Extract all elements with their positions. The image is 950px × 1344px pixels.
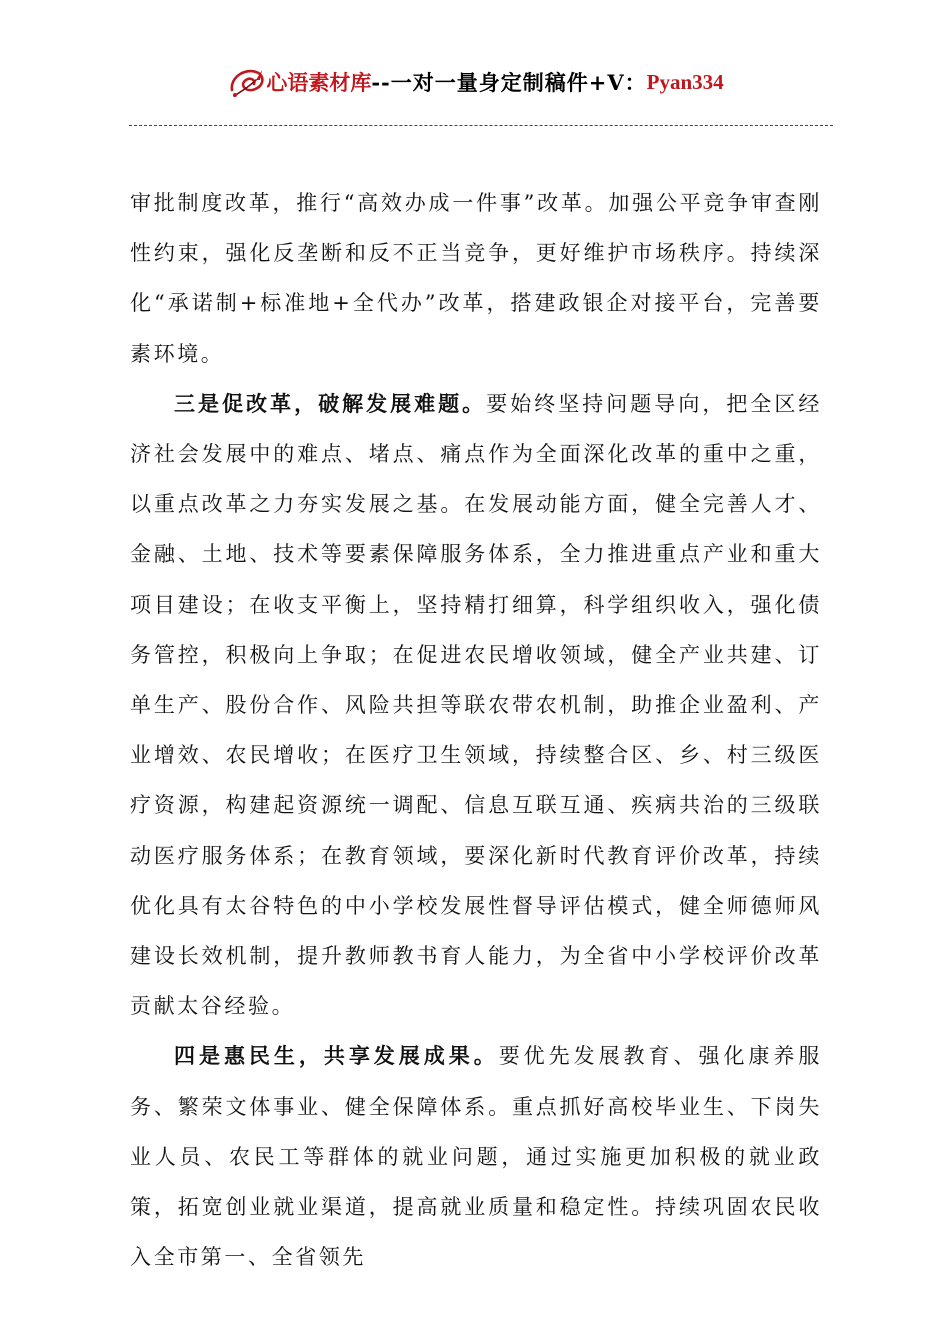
paragraph-lead-heading: 四是惠民生，共享发展成果。 <box>174 1044 499 1069</box>
paragraph-text: 审批制度改革，推行“高效办成一件事”改革。加强公平竞争审查刚性约束，强化反垄断和反不正当竞争，更好维护市场秩序。持续深化“承诺制+标准地+全代办”改革，搭建政银企对接平台，完善要素环境。 <box>130 191 822 366</box>
page-header <box>0 60 950 104</box>
header-contact: Pyan334 <box>646 69 724 94</box>
header-tagline: --一对一量身定制稿件+V： <box>371 70 647 95</box>
paragraph-text: 要优先发展教育、强化康养服务、繁荣文体事业、健全保障体系。重点抓好高校毕业生、下岗失业人员、农民工等群体的就业问题，通过实施更加积极的就业政策，拓宽创业就业渠道，提高就业质量和稳定性。持续巩固农民收入全市第一、全省领先 <box>130 1044 822 1270</box>
paragraph-livelihood <box>130 1031 822 1282</box>
document-body <box>130 178 822 1282</box>
header-banner <box>226 62 723 102</box>
paragraph-continuation <box>130 178 822 379</box>
paragraph-text: 要始终坚持问题导向，把全区经济社会发展中的难点、堵点、痛点作为全面深化改革的重中之重，以重点改革之力夯实发展之基。在发展动能方面，健全完善人才、金融、土地、技术等要素保障服务体系，全力推进重点产业和重大项目建设；在收支平衡上，坚持精打细算，科学组织收入，强化债务管控，积极向上争取；在促进农民增收领域，健全产业共建、订单生产、股份合作、风险共担等联农带农机制，助推企业盈利、产业增效、农民增收；在医疗卫生领域，持续整合区、乡、村三级医疗资源，构建起资源统一调配、信息互联互通、疾病共治的三级联动医疗服务体系；在教育领域，要深化新时代教育评价改革，持续优化具有太谷特色的中小学校发展性督导评估模式，健全师德师风建设长效机制，提升教师教书育人能力，为全省中小学校评价改革贡献太谷经验。 <box>130 391 822 1019</box>
paragraph-lead-heading: 三是促改革，破解发展难题。 <box>174 391 487 416</box>
header-brand: 心语素材库 <box>266 71 372 95</box>
paragraph-reform <box>130 379 822 1032</box>
header-divider <box>129 125 833 126</box>
